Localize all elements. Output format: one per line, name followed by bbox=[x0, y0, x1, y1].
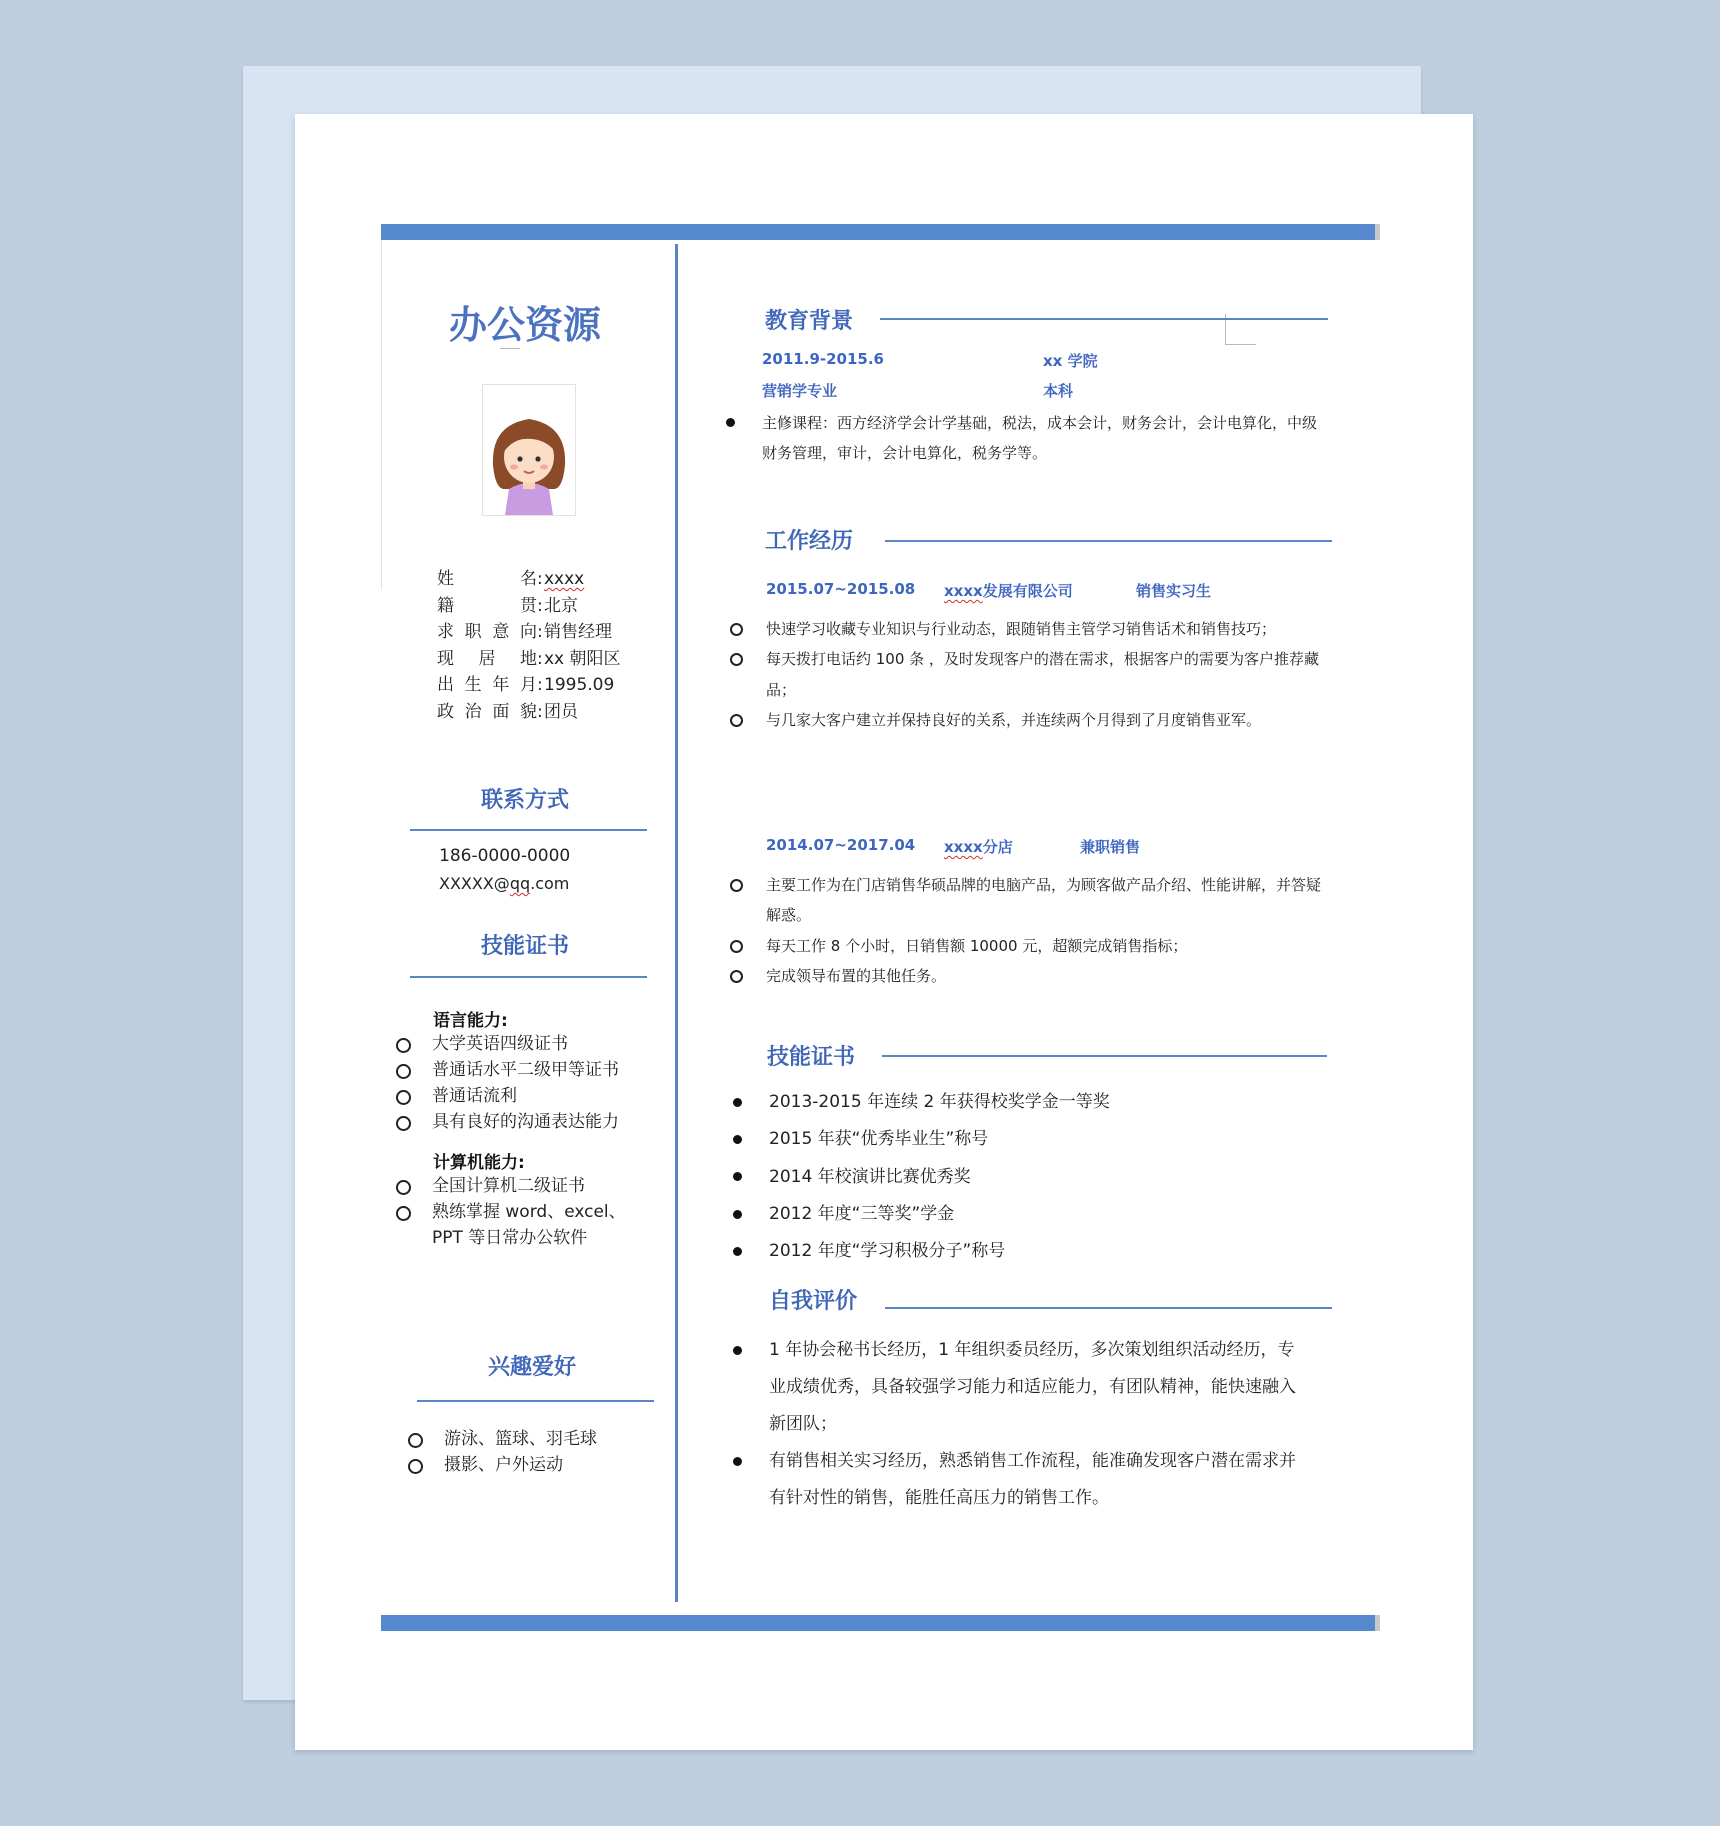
info-label: 籍贯 bbox=[437, 595, 537, 616]
avatar-icon bbox=[483, 385, 575, 515]
self-eval-item: 有销售相关实习经历，熟悉销售工作流程，能准确发现客户潜在需求并有针对性的销售，能胜任高压力的销售工作。 bbox=[769, 1443, 1309, 1517]
job-role: 兼职销售 bbox=[1080, 838, 1141, 856]
language-subheading: 语言能力: bbox=[433, 1011, 508, 1031]
column-divider bbox=[675, 244, 678, 1602]
courses-item: 主修课程：西方经济学会计学基础，税法，成本会计，财务会计，会计电算化，中级财务管理，审计，会计电算化，税务学等。 bbox=[762, 408, 1322, 468]
contact-details bbox=[439, 842, 570, 898]
email-address bbox=[439, 870, 570, 898]
education-major: 营销学专业 bbox=[762, 382, 838, 400]
skills-underline bbox=[410, 976, 647, 978]
email-domain: qq bbox=[509, 874, 531, 893]
computer-list bbox=[396, 1173, 636, 1251]
job-role: 销售实习生 bbox=[1136, 582, 1212, 600]
hobbies-list bbox=[408, 1426, 648, 1478]
education-underline bbox=[880, 318, 1328, 320]
duty-item: 快速学习收藏专业知识与行业动态，跟随销售主管学习销售话术和销售技巧； bbox=[766, 614, 1322, 644]
education-school: xx 学院 bbox=[1043, 352, 1098, 370]
work-underline bbox=[885, 540, 1332, 542]
resume-name-title: 办公资源 bbox=[448, 302, 601, 347]
duty-item: 完成领导布置的其他任务。 bbox=[766, 961, 1322, 991]
duty-item: 每天工作 8 个小时，日销售额 10000 元，超额完成销售指标； bbox=[766, 931, 1322, 961]
colon: : bbox=[537, 622, 543, 642]
education-degree: 本科 bbox=[1043, 382, 1074, 400]
work-heading: 工作经历 bbox=[765, 529, 854, 554]
bottom-accent-bar bbox=[381, 1615, 1375, 1631]
info-value: 北京 bbox=[544, 595, 578, 616]
info-row-objective bbox=[437, 619, 621, 646]
job-company bbox=[944, 580, 1073, 601]
job-period: 2014.07~2017.04 bbox=[766, 836, 916, 854]
job-company bbox=[944, 836, 1013, 857]
info-label: 现居地 bbox=[437, 648, 537, 669]
colon: : bbox=[537, 701, 543, 722]
award-item: 2012 年度“三等奖”学金 bbox=[769, 1196, 1309, 1233]
info-label: 姓名 bbox=[437, 569, 537, 589]
info-value: xx 朝阳区 bbox=[544, 648, 621, 669]
contact-underline bbox=[410, 829, 647, 831]
education-courses bbox=[762, 408, 1322, 468]
self-eval-list bbox=[769, 1332, 1309, 1517]
top-bar-shadow bbox=[1375, 224, 1380, 240]
email-prefix: XXXXX@ bbox=[439, 874, 510, 893]
awards-list bbox=[769, 1084, 1309, 1270]
phone-number: 186-0000-0000 bbox=[439, 846, 571, 866]
list-item: 全国计算机二级证书 bbox=[396, 1173, 636, 1199]
duty-item: 主要工作为在门店销售华硕品牌的电脑产品，为顾客做产品介绍、性能讲解，并答疑解惑。 bbox=[766, 870, 1322, 931]
award-item: 2013-2015 年连续 2 年获得校奖学金一等奖 bbox=[769, 1084, 1309, 1121]
colon: : bbox=[537, 595, 543, 616]
list-item: 大学英语四级证书 bbox=[396, 1031, 656, 1057]
duty-item: 每天拨打电话约 100 条 ，及时发现客户的潜在需求，根据客户的需要为客户推荐藏品； bbox=[766, 644, 1322, 705]
bottom-bar-shadow bbox=[1375, 1615, 1380, 1631]
self-eval-underline bbox=[885, 1307, 1332, 1309]
info-label: 求职意向 bbox=[437, 622, 537, 642]
hobbies-underline bbox=[417, 1400, 654, 1402]
resume-page bbox=[295, 114, 1473, 1750]
info-row-hometown bbox=[437, 593, 621, 620]
profile-photo bbox=[482, 384, 576, 516]
company-prefix: xxxx bbox=[944, 582, 983, 600]
info-label: 出生年月 bbox=[437, 675, 537, 695]
self-eval-heading: 自我评价 bbox=[769, 1289, 858, 1314]
list-item: 普通话水平二级甲等证书 bbox=[396, 1057, 656, 1083]
contact-heading: 联系方式 bbox=[480, 788, 569, 813]
info-label: 政治面貌 bbox=[437, 701, 537, 722]
colon: : bbox=[537, 569, 543, 589]
list-item: 游泳、篮球、羽毛球 bbox=[408, 1426, 648, 1452]
list-item: 熟练掌握 word、excel、PPT 等日常办公软件 bbox=[396, 1199, 636, 1251]
email-suffix: .com bbox=[530, 874, 570, 893]
left-edge-line bbox=[381, 240, 382, 590]
duty-item: 与几家大客户建立并保持良好的关系，并连续两个月得到了月度销售亚军。 bbox=[766, 705, 1322, 735]
list-item: 具有良好的沟通表达能力 bbox=[396, 1109, 656, 1135]
info-value: 团员 bbox=[544, 701, 578, 722]
job-duties bbox=[766, 614, 1322, 735]
info-row-name bbox=[437, 566, 621, 593]
info-row-birth bbox=[437, 672, 621, 699]
education-period: 2011.9-2015.6 bbox=[762, 350, 884, 368]
hobbies-heading: 兴趣爱好 bbox=[487, 1354, 576, 1380]
award-item: 2015 年获“优秀毕业生”称号 bbox=[769, 1121, 1309, 1158]
award-item: 2012 年度“学习积极分子”称号 bbox=[769, 1233, 1309, 1270]
personal-info bbox=[437, 566, 621, 725]
company-name: 分店 bbox=[982, 838, 1013, 856]
company-prefix: xxxx bbox=[944, 838, 983, 856]
computer-subheading: 计算机能力: bbox=[433, 1153, 525, 1173]
colon: : bbox=[537, 648, 543, 669]
self-eval-item: 1 年协会秘书长经历，1 年组织委员经历，多次策划组织活动经历，专业成绩优秀，具备较强学习能力和适应能力，有团队精神，能快速融入新团队； bbox=[769, 1332, 1309, 1443]
list-item: 摄影、户外运动 bbox=[408, 1452, 648, 1478]
info-row-residence bbox=[437, 646, 621, 673]
skills-heading: 技能证书 bbox=[480, 934, 569, 959]
info-value: 销售经理 bbox=[544, 622, 612, 642]
award-item: 2014 年校演讲比赛优秀奖 bbox=[769, 1159, 1309, 1196]
info-value: 1995.09 bbox=[544, 675, 615, 695]
top-accent-bar bbox=[381, 224, 1375, 240]
job-period: 2015.07~2015.08 bbox=[766, 580, 916, 598]
awards-heading: 技能证书 bbox=[767, 1045, 856, 1070]
info-value: xxxx bbox=[544, 569, 585, 589]
education-heading: 教育背景 bbox=[765, 309, 854, 334]
job-duties bbox=[766, 870, 1322, 991]
awards-underline bbox=[882, 1055, 1327, 1057]
info-row-politics bbox=[437, 699, 621, 726]
company-name: 发展有限公司 bbox=[982, 582, 1073, 600]
language-list bbox=[396, 1031, 656, 1135]
list-item: 普通话流利 bbox=[396, 1083, 656, 1109]
colon: : bbox=[537, 675, 543, 695]
